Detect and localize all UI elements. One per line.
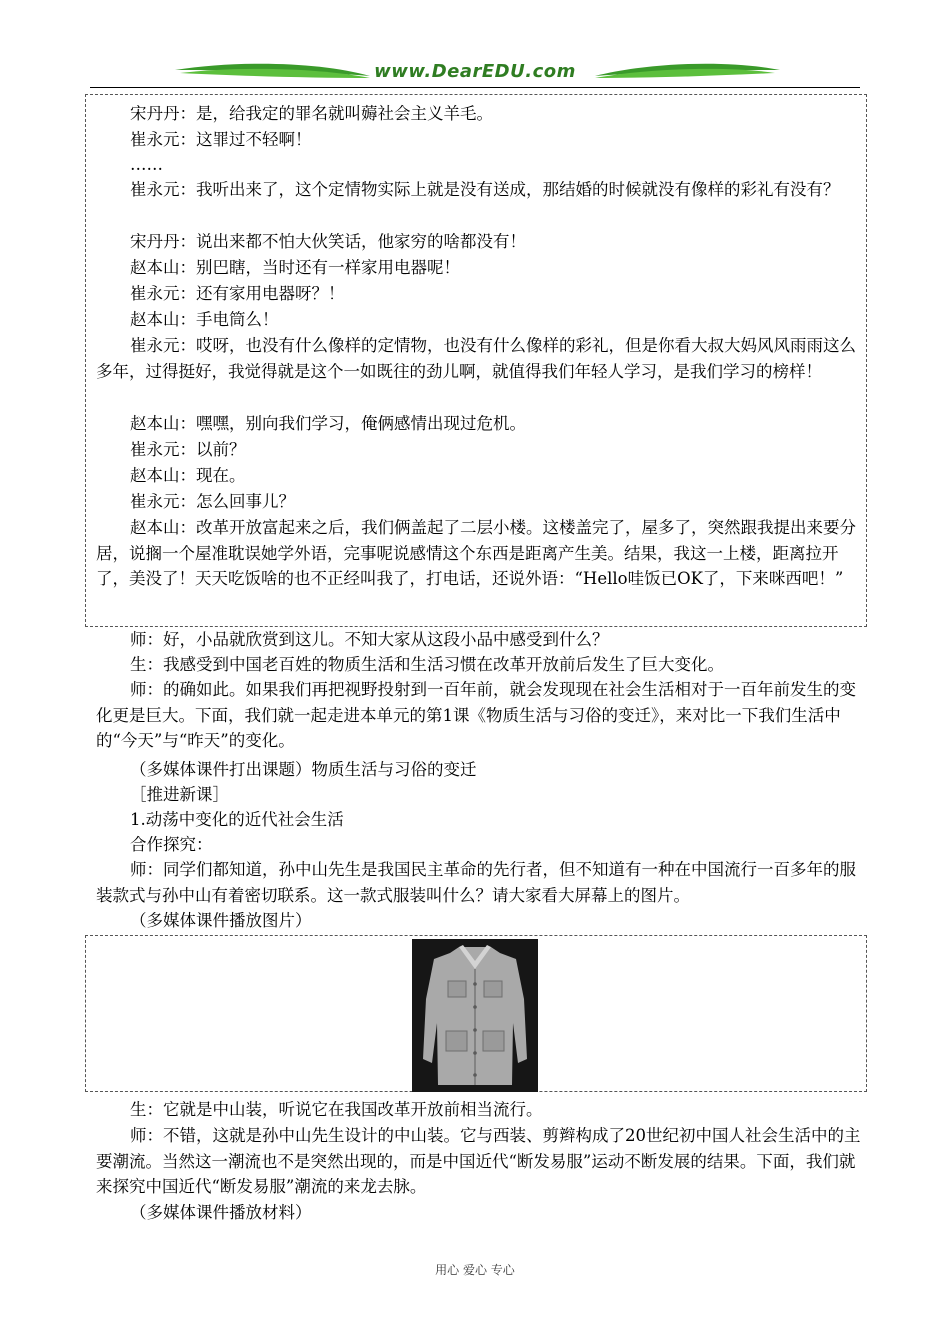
media-note: （多媒体课件播放图片）	[130, 911, 312, 930]
section-heading: ［推进新课］	[130, 785, 229, 804]
media-note: （多媒体课件播放材料）	[130, 1203, 312, 1222]
dialogue-line: 崔永元：怎么回事儿？	[130, 492, 295, 511]
dialogue-line: 崔永元：以前？	[130, 440, 246, 459]
dialogue-line: 赵本山：改革开放富起来之后，我们俩盖起了二层小楼。这楼盖完了，屋多了，突然跟我提出来要分居，说搁一个屋准耽误她学外语，完事呢说感情这个东西是距离产生美。结果，我这一上楼，距离拉开了，美没了！天天吃饭啥的也不正经叫我了，打电话，还说外语：“Hello哇饭已OK了，下来咪西吧！”	[96, 518, 856, 588]
teacher-line: 师：不错，这就是孙中山先生设计的中山装。它与西装、剪辫构成了20世纪初中国人社会生活中的主要潮流。当然这一潮流也不是突然出现的，而是中国近代“断发易服”运动不断发展的结果。下面，我们就来探究中国近代“断发易服”潮流的来龙去脉。	[96, 1126, 861, 1196]
zhongshan-suit-photo	[412, 939, 538, 1092]
dialogue-line: 崔永元：这罪过不轻啊！	[130, 130, 312, 149]
student-line: 生：我感受到中国老百姓的物质生活和生活习惯在改革开放前后发生了巨大变化。	[130, 655, 724, 674]
site-logo-text: www.DearEDU.com	[374, 61, 576, 82]
media-note: （多媒体课件打出课题）物质生活与习俗的变迁	[130, 760, 477, 779]
dialogue-line: 赵本山：别巴瞎，当时还有一样家用电器呢！	[130, 258, 460, 277]
dialogue-line: 崔永元：我听出来了，这个定情物实际上就是没有送成，那结婚的时候就没有像样的彩礼有没有？	[130, 180, 840, 199]
dialogue-line: 崔永元：哎呀，也没有什么像样的定情物，也没有什么像样的彩礼，但是你看大叔大妈风风雨雨这么多年，过得挺好，我觉得就是这个一如既往的劲儿啊，就值得我们年轻人学习，是我们学习的榜样！	[96, 336, 856, 381]
teacher-line: 师：的确如此。如果我们再把视野投射到一百年前，就会发现现在社会生活相对于一百年前发生的变化更是巨大。下面，我们就一起走进本单元的第1课《物质生活与习俗的变迁》，来对比一下我们生活中的“今天”与“昨天”的变化。	[96, 680, 856, 750]
dialogue-line: 赵本山：嘿嘿，别向我们学习，俺俩感情出现过危机。	[130, 414, 526, 433]
teacher-line: 师：好，小品就欣赏到这儿。不知大家从这段小品中感受到什么？	[130, 630, 609, 649]
dialogue-line: 崔永元：还有家用电器呀？！	[130, 284, 345, 303]
subsection-title: 1.动荡中变化的近代社会生活	[130, 810, 344, 829]
dialogue-line: 赵本山：手电筒么！	[130, 310, 279, 329]
page-header	[90, 56, 860, 92]
dialogue-line: 赵本山：现在。	[130, 466, 246, 485]
dialogue-line: ……	[130, 155, 163, 174]
dialogue-line: 宋丹丹：是，给我定的罪名就叫薅社会主义羊毛。	[130, 104, 493, 123]
header-rule	[90, 87, 860, 88]
student-line: 生：它就是中山装，听说它在我国改革开放前相当流行。	[130, 1100, 543, 1119]
teacher-line: 师：同学们都知道，孙中山先生是我国民主革命的先行者，但不知道有一种在中国流行一百多年的服装款式与孙中山有着密切联系。这一款式服装叫什么？请大家看大屏幕上的图片。	[96, 860, 856, 905]
activity-label: 合作探究：	[130, 835, 213, 854]
page-footer: 用心 爱心 专心	[435, 1263, 515, 1277]
dialogue-line: 宋丹丹：说出来都不怕大伙笑话，他家穷的啥都没有！	[130, 232, 526, 251]
